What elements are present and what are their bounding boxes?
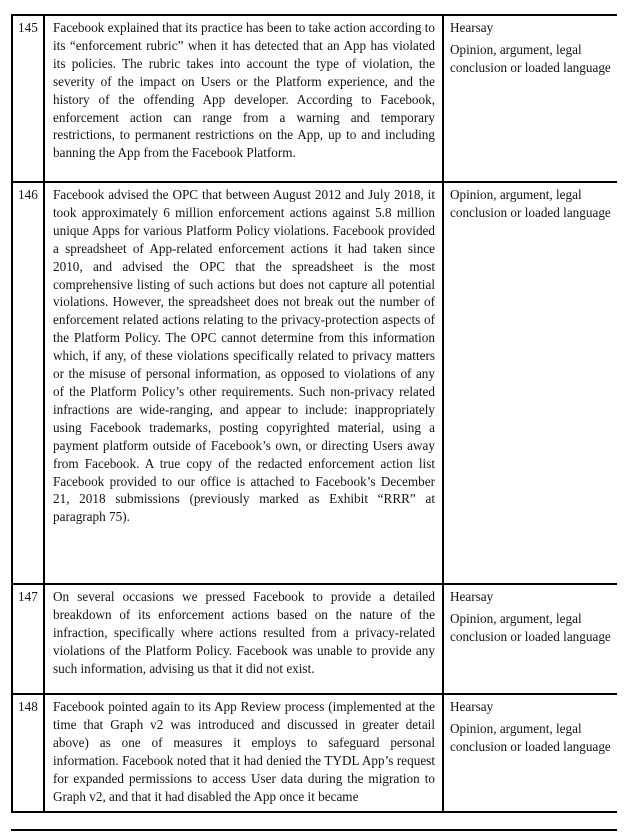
- table-row: [12, 15, 617, 182]
- paragraph-number: [12, 694, 44, 812]
- objection-cell: [443, 694, 617, 812]
- paragraph-number: [12, 15, 44, 182]
- objection-text: Hearsay: [450, 699, 494, 714]
- objection-table: [11, 14, 617, 813]
- objection-cell: [443, 584, 617, 694]
- table-row: [12, 584, 617, 694]
- objection-cell: [443, 182, 617, 584]
- table-row: [12, 182, 617, 584]
- objection-text: Hearsay: [450, 20, 494, 35]
- paragraph-number: [12, 182, 44, 584]
- paragraph-number-text: 146: [18, 187, 38, 202]
- table-page-clip: [11, 14, 617, 831]
- paragraph-number-text: 147: [18, 589, 38, 604]
- statement-text: On several occasions we pressed Facebook to provide a detailed breakdown of its enforcement actions based on the nature of the infraction, specifically where actions resulted from a privacy-related violations of the Platform Policy. Facebook was unable to provide any such information, advising us that it did not exist.: [53, 589, 435, 676]
- table-row: [12, 694, 617, 812]
- statement-cell: [44, 694, 443, 812]
- statement-cell: [44, 584, 443, 694]
- paragraph-number-text: 148: [18, 699, 38, 714]
- paragraph-number-text: 145: [18, 20, 38, 35]
- objection-text: Opinion, argument, legal conclusion or loaded language: [450, 41, 611, 75]
- statement-text: Facebook pointed again to its App Review process (implemented at the time that Graph v2 was introduced and discussed in greater detail above) as one of measures it employs to safeguard personal information. Facebook noted that it had denied the TYDL App’s request for expanded permissions to access User data during the migration to Graph v2, and that it had disabled the App once it became: [53, 699, 435, 804]
- statement-cell: [44, 182, 443, 584]
- objection-cell: [443, 15, 617, 182]
- objection-text: Opinion, argument, legal conclusion or loaded language: [450, 187, 611, 220]
- paragraph-number: [12, 584, 44, 694]
- statement-cell: [44, 15, 443, 182]
- objection-text: Hearsay: [450, 589, 494, 604]
- objection-text: Opinion, argument, legal conclusion or loaded language: [450, 720, 611, 754]
- objection-text: Opinion, argument, legal conclusion or loaded language: [450, 610, 611, 644]
- statement-text: Facebook explained that its practice has been to take action according to its “enforcement rubric” when it has detected that an App has violated its policies. The rubric takes into account the type of violation, the severity of the impact on Users or the Platform experience, and the history of the offending App developer. According to Facebook, enforcement action can range from a warning and temporary restrictions, to permanent restrictions on the App, up to and including banning the App from the Facebook Platform.: [53, 20, 435, 161]
- statement-text: Facebook advised the OPC that between August 2012 and July 2018, it took approximately 6 million enforcement actions against 5.8 million unique Apps for various Platform Policy violations. Facebook provided a spreadsheet of App-related enforcement actions it had taken since 2010, and advised the OPC that the spreadsheet is the most comprehensive listing of such actions but does not capture all potential violations. However, the spreadsheet does not break out the number of enforcement related actions relating to the privacy-protection aspects of the Platform Policy. The OPC cannot determine from this information which, if any, of these violations specifically related to privacy matters or the misuse of personal information, as opposed to violations of any of the Platform Policy’s other requirements. Such non-privacy related infractions are wide-ranging, and appear to include: inappropriately using Facebook trademarks, posting copyrighted material, using a payment platform outside of Facebook’s own, or directing Users away from Facebook. A true copy of the redacted enforcement action list Facebook provided to our office is attached to Facebook’s December 21, 2018 submissions (previously marked as Exhibit “RRR” at paragraph 75).: [53, 187, 435, 525]
